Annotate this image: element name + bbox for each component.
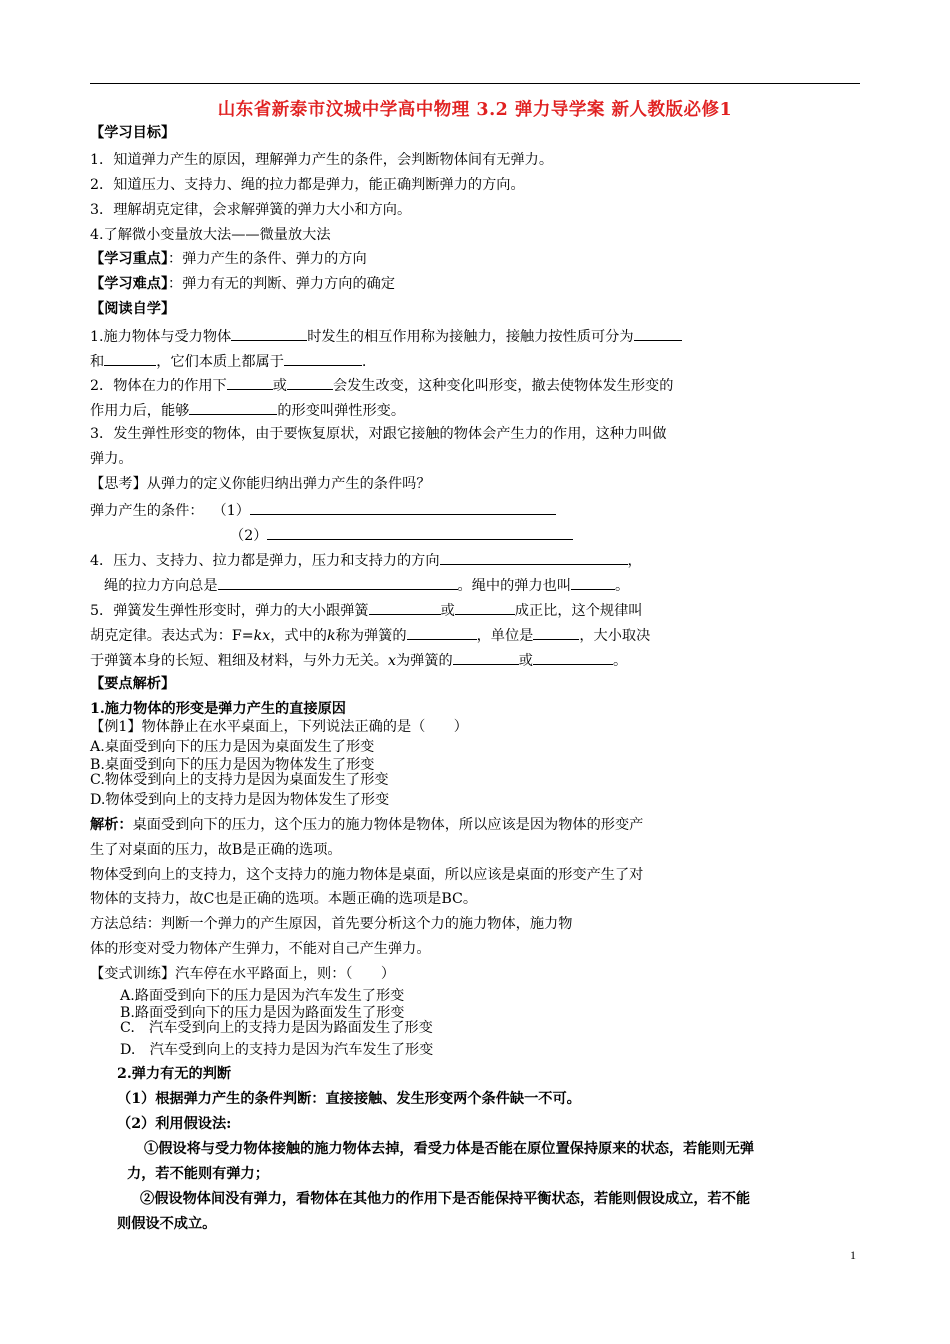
blank-field[interactable] <box>533 624 579 640</box>
key-points <box>90 249 367 269</box>
option: C.物体受到向上的支持力是因为桌面发生了形变 <box>90 772 389 788</box>
method-summary: 体的形变对受力物体产生弹力，不能对自己产生弹力。 <box>90 941 431 957</box>
variant-option: C. 汽车受到向上的支持力是因为路面发生了形变 <box>120 1020 433 1036</box>
variant-training <box>90 964 395 984</box>
variant-option: D. 汽车受到向上的支持力是因为汽车发生了形变 <box>120 1042 434 1058</box>
blank-field[interactable] <box>369 599 441 615</box>
example-label: 【例1】 <box>90 719 142 735</box>
solution-label: 解析： <box>90 817 133 833</box>
question-1-line-2 <box>90 350 366 372</box>
blank-field[interactable] <box>533 649 613 665</box>
difficult-points <box>90 274 395 294</box>
option: A.桌面受到向下的压力是因为桌面发生了形变 <box>90 739 375 755</box>
blank-field[interactable] <box>455 599 515 615</box>
text: 称为弹簧的 <box>335 628 407 644</box>
difficult-points-label: 【学习难点】 <box>90 276 169 292</box>
document-title: 山东省新泰市汶城中学高中物理 3.2 弹力导学案 新人教版必修1 <box>217 100 733 120</box>
analysis-heading: 【要点解析】 <box>90 676 176 692</box>
question-5-line-3 <box>90 649 627 671</box>
reading-heading: 【阅读自学】 <box>90 301 176 317</box>
text: 桌面受到向下的压力，这个压力的施力物体是物体，所以应该是因为物体的形变产 <box>132 817 644 833</box>
text: ，单位是 <box>476 628 534 644</box>
condition-label: 弹力产生的条件： <box>90 503 204 519</box>
method-2: （2）利用假设法: <box>117 1116 232 1132</box>
text: 作用力后，能够 <box>90 403 190 419</box>
question-5-line-2 <box>90 624 650 646</box>
question-5-line-1 <box>90 599 643 621</box>
solution-line: 物体受到向上的支持力，这个支持力的施力物体是桌面，所以应该是桌面的形变产生了对 <box>90 867 644 883</box>
method-summary: 方法总结：判断一个弹力的产生原因，首先要分析这个力的施力物体，施力物 <box>90 916 573 932</box>
solution-line-1 <box>90 815 643 835</box>
question-2-line-1 <box>90 374 673 396</box>
variant-option: B.路面受到向下的压力是因为路面发生了形变 <box>120 1005 405 1021</box>
difficult-points-text: ：弹力有无的判断、弹力方向的确定 <box>168 276 396 292</box>
method-1: （1）根据弹力产生的条件判断：直接接触、发生形变两个条件缺一不可。 <box>117 1091 581 1107</box>
text: 时发生的相互作用称为接触力，接触力按性质可分为 <box>307 329 634 345</box>
solution-line: 物体的支持力，故C也是正确的选项。本题正确的选项是BC。 <box>90 891 478 907</box>
symbol-x: x <box>262 628 271 644</box>
symbol-k: k <box>253 628 263 644</box>
section-1-title: 1.施力物体的形变是弹力产生的直接原因 <box>90 701 346 717</box>
blank-field[interactable] <box>189 399 277 415</box>
text: 和 <box>90 354 105 370</box>
blank-field[interactable] <box>218 574 458 590</box>
blank-field[interactable] <box>634 325 682 341</box>
text: 或 <box>518 653 533 669</box>
symbol-x: x <box>387 653 396 669</box>
blank-field[interactable] <box>284 350 362 366</box>
section-2-title: 2.弹力有无的判断 <box>117 1066 232 1082</box>
blank-field[interactable] <box>250 499 556 515</box>
text: 。绳中的弹力也叫 <box>457 578 572 594</box>
text: （2） <box>230 528 268 544</box>
think-prompt <box>90 474 431 494</box>
goals-heading: 【学习目标】 <box>90 125 176 141</box>
text: ，大小取决 <box>579 628 651 644</box>
text: 1.施力物体与受力物体 <box>90 329 232 345</box>
method-2a-line-2: 力，若不能则有弹力； <box>127 1166 269 1182</box>
text: ， <box>627 553 642 569</box>
question-3-line-2: 弹力。 <box>90 451 133 467</box>
blank-field[interactable] <box>407 624 477 640</box>
text: 或 <box>440 603 455 619</box>
blank-field[interactable] <box>453 649 519 665</box>
variant-text: 汽车停在水平路面上，则：（ ） <box>175 966 396 982</box>
method-2b-line-2: 则假设不成立。 <box>117 1216 217 1232</box>
example-text: 物体静止在水平桌面上，下列说法正确的是（ ） <box>141 719 468 735</box>
text: 的形变叫弹性形变。 <box>277 403 406 419</box>
text: 于弹簧本身的长短、粗细及材料，与外力无关。 <box>90 653 388 669</box>
question-1-line-1 <box>90 325 682 347</box>
blank-field[interactable] <box>571 574 615 590</box>
question-4-line-2 <box>104 574 629 596</box>
text: 或 <box>272 378 287 394</box>
page-number: 1 <box>850 1248 856 1262</box>
method-2b-line-1: ②假设物体间没有弹力，看物体在其他力的作用下是否能保持平衡状态，若能则假设成立，若不能 <box>140 1191 751 1207</box>
header-rule <box>90 83 860 84</box>
goal-item: 3．理解胡克定律，会求解弹簧的弹力大小和方向。 <box>90 202 412 218</box>
text: 成正比，这个规律叫 <box>514 603 643 619</box>
think-label: 【思考】 <box>90 476 147 492</box>
text: ，式中的 <box>270 628 327 644</box>
text: 为弹簧的 <box>395 653 453 669</box>
think-text: 从弹力的定义你能归纳出弹力产生的条件吗？ <box>146 476 431 492</box>
blank-field[interactable] <box>227 374 273 390</box>
text: 。 <box>612 653 628 669</box>
text: . <box>361 354 367 370</box>
question-4-line-1 <box>90 549 642 571</box>
text: ，它们本质上都属于 <box>156 354 284 370</box>
goal-item: 1．知道弹力产生的原因，理解弹力产生的条件，会判断物体间有无弹力。 <box>90 152 554 168</box>
blank-field[interactable] <box>104 350 156 366</box>
text: 4．压力、支持力、拉力都是弹力，压力和支持力的方向 <box>90 553 440 569</box>
solution-line: 生了对桌面的压力，故B是正确的选项。 <box>90 842 342 858</box>
key-points-label: 【学习重点】 <box>90 251 169 267</box>
question-3-line-1: 3．发生弹性形变的物体，由于要恢复原状，对跟它接触的物体会产生力的作用，这种力叫做 <box>90 426 667 442</box>
symbol-k: k <box>327 628 336 644</box>
method-2a-line-1: ①假设将与受力物体接触的施力物体去掉，看受力体是否能在原位置保持原来的状态，若能则无弹 <box>144 1141 755 1157</box>
text: 绳的拉力方向总是 <box>104 578 218 594</box>
blank-field[interactable] <box>440 549 628 565</box>
option: B.桌面受到向下的压力是因为物体发生了形变 <box>90 757 375 773</box>
key-points-text: ：弹力产生的条件、弹力的方向 <box>168 251 367 267</box>
condition-1 <box>90 499 556 521</box>
text: 。 <box>615 578 630 594</box>
blank-field[interactable] <box>287 374 333 390</box>
variant-option: A.路面受到向下的压力是因为汽车发生了形变 <box>120 988 405 1004</box>
option: D.物体受到向上的支持力是因为物体发生了形变 <box>90 792 390 808</box>
text: （1） <box>212 503 250 519</box>
text: 会发生改变，这种变化叫形变，撤去使物体发生形变的 <box>332 378 674 394</box>
blank-field[interactable] <box>267 524 573 540</box>
example-1 <box>90 717 468 737</box>
text: 胡克定律。表达式为：F= <box>90 628 254 644</box>
goal-item: 4.了解微小变量放大法——微量放大法 <box>90 227 331 243</box>
goal-item: 2．知道压力、支持力、绳的拉力都是弹力，能正确判断弹力的方向。 <box>90 177 525 193</box>
blank-field[interactable] <box>231 325 307 341</box>
text: 5．弹簧发生弹性形变时，弹力的大小跟弹簧 <box>90 603 369 619</box>
question-2-line-2 <box>90 399 405 421</box>
variant-label: 【变式训练】 <box>90 966 176 982</box>
text: 2．物体在力的作用下 <box>90 378 227 394</box>
condition-2 <box>230 524 573 546</box>
